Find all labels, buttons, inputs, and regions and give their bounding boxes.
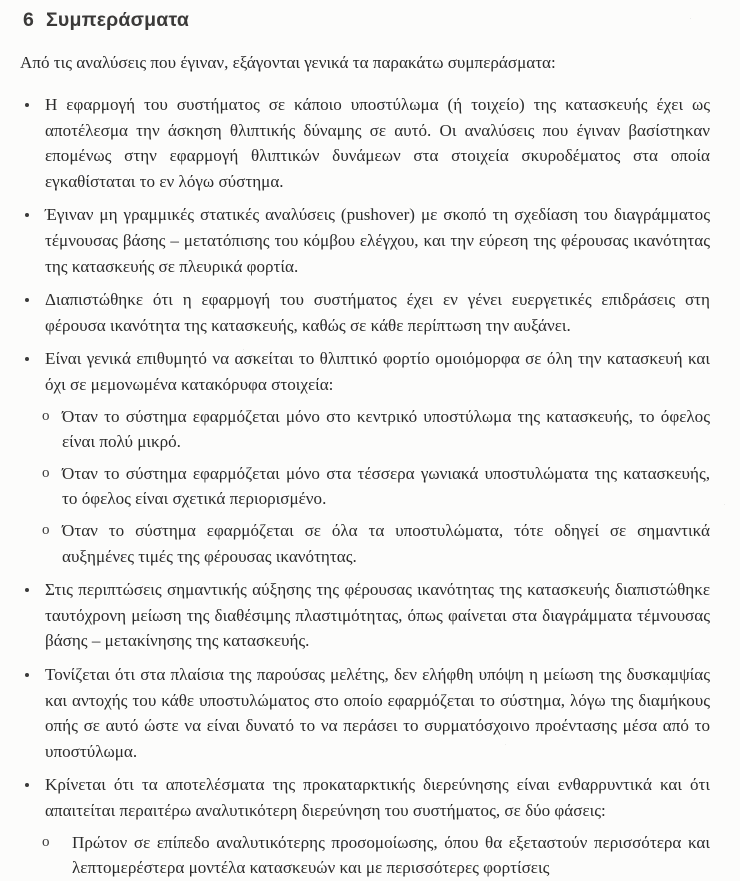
sub-list-item-text: Όταν το σύστημα εφαρμόζεται σε όλα τα υποστυλώματα, τότε οδηγεί σε σημαντικά αυξημένες τιμές της φέρουσας ικανότητας. xyxy=(62,521,710,566)
list-item xyxy=(0,92,740,194)
list-item xyxy=(0,346,740,397)
sub-list-item-text: Όταν το σύστημα εφαρμόζεται μόνο στα τέσσερα γωνιακά υποστυλώματα της κατασκευής, το όφελος είναι σχετικά περιορισμένο. xyxy=(62,463,710,509)
circle-bullet-marker-icon: o xyxy=(42,833,50,850)
sub-list-item xyxy=(0,461,740,512)
list-item-text: Έγιναν μη γραμμικές στατικές αναλύσεις (pushover) με σκοπό τη σχεδίαση του διαγράμματος τέμνουσας βάσης – μετατόπισης του κόμβου ελέγχου, και την εύρεση της φέρουσας ικανότητας της κατασκευής σε πλευρικά φορτία. xyxy=(45,205,710,276)
circle-bullet-marker-icon: o xyxy=(42,407,50,424)
bullet-marker-icon xyxy=(25,346,37,372)
section-title: Συμπεράσματα xyxy=(46,9,190,31)
list-item-text: Στις περιπτώσεις σημαντικής αύξησης της φέρουσας ικανότητας της κατασκευής διαπιστώθηκε ταυτόχρονη μείωση της διαθέσιμης πλαστιμότητας, όπως φαίνεται στα διαγράμματα τέμνουσας βάσης – μετακίνησης της κατασκευής. xyxy=(45,580,710,651)
conclusions-list xyxy=(0,92,740,881)
bullet-marker-icon xyxy=(25,662,37,688)
sub-list-item-text: Όταν το σύστημα εφαρμόζεται μόνο στο κεντρικό υποστύλωμα της κατασκευής, το όφελος είναι πολύ μικρό. xyxy=(62,406,710,452)
sub-list-item xyxy=(0,518,740,569)
bullet-marker-icon xyxy=(25,287,37,313)
sub-list-item-text: Πρώτον σε επίπεδο αναλυτικότερης προσομοίωσης, όπου θα εξεταστούν περισσότερα και λεπτομερέστερα μοντέλα κατασκευών και με περισσότερες φορτίσεις xyxy=(72,832,710,878)
list-item xyxy=(0,772,740,823)
sub-list-item xyxy=(0,404,740,455)
list-item-text: Τονίζεται ότι στα πλαίσια της παρούσας μελέτης, δεν ελήφθη υπόψη η μείωση της δυσκαμψίας και αντοχής του κάθε υποστυλώματος στο οποίο εφαρμόζεται το σύστημα, λόγω της διαμήκους οπής σε αυτό ώστε να είναι δυνατό το να περάσει το συρματόσχοινο προέντασης μέσα από το υποστύλωμα. xyxy=(45,664,710,761)
circle-bullet-marker-icon: o xyxy=(42,522,50,538)
page-title xyxy=(0,0,740,32)
list-item xyxy=(0,287,740,338)
bullet-marker-icon xyxy=(25,577,37,603)
circle-bullet-marker-icon: o xyxy=(42,464,50,481)
section-number: 6 xyxy=(23,9,35,31)
bullet-marker-icon xyxy=(25,92,37,118)
bullet-marker-icon xyxy=(25,772,37,798)
list-item-text: Διαπιστώθηκε ότι η εφαρμογή του συστήματος έχει εν γένει ευεργετικές επιδράσεις στη φέρουσα ικανότητα της κατασκευής, καθώς σε κάθε περίπτωση την αυξάνει. xyxy=(45,290,710,335)
list-item xyxy=(0,662,740,764)
list-item xyxy=(0,202,740,279)
bullet-marker-icon xyxy=(25,202,37,228)
list-item-text: Η εφαρμογή του συστήματος σε κάποιο υποστύλωμα (ή τοιχείο) της κατασκευής έχει ως αποτέλεσμα την άσκηση θλιπτικής δύναμης σε αυτό. Οι αναλύσεις που έγιναν βασίστηκαν επομένως στην εφαρμογή θλιπτικών δυνάμεων στα στοιχεία σκυροδέματος στα οποία εγκαθίσταται το εν λόγω σύστημα. xyxy=(45,95,710,191)
sub-list-item xyxy=(0,830,740,881)
intro-paragraph: Από τις αναλύσεις που έγιναν, εξάγονται γενικά τα παρακάτω συμπεράσματα: xyxy=(20,53,556,72)
list-item xyxy=(0,577,740,654)
list-item-text: Κρίνεται ότι τα αποτελέσματα της προκαταρκτικής διερεύνησης είναι ενθαρρυντικά και ότι απαιτείται περαιτέρω αναλυτικότερη διερεύνηση του συστήματος, σε δύο φάσεις: xyxy=(45,775,710,820)
list-item-text: Είναι γενικά επιθυμητό να ασκείται το θλιπτικό φορτίο ομοιόμορφα σε όλη την κατασκευή και όχι σε μεμονωμένα κατακόρυφα στοιχεία: xyxy=(45,349,710,395)
